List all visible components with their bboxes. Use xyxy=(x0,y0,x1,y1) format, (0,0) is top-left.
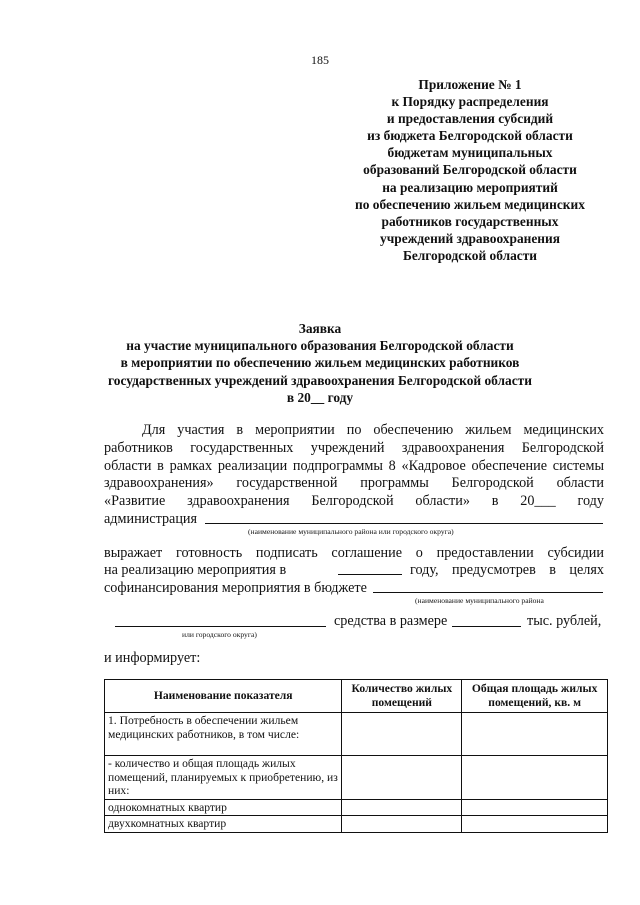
body-line: Для участия в мероприятии по обеспечению жильем медицинских xyxy=(142,422,604,438)
table-row xyxy=(105,799,608,816)
body-line: администрация xyxy=(104,511,198,527)
appendix-line: и предоставления субсидий xyxy=(386,111,554,127)
page-number: 185 xyxy=(311,53,329,67)
table-cell[interactable] xyxy=(462,713,608,756)
field-caption: (наименование муниципального района xyxy=(415,596,544,605)
field-caption: (наименование муниципального района или городского округа) xyxy=(248,527,454,536)
appendix-line: учреждений здравоохранения xyxy=(380,230,560,246)
header-indicator-name: Наименование показателя xyxy=(105,680,342,713)
body-line: выражает готовность подписать соглашение о предоставлении субсидии xyxy=(104,545,604,561)
body-line: на реализацию мероприятия в xyxy=(104,562,287,578)
body-line: средства в размере xyxy=(334,613,448,629)
year-field[interactable] xyxy=(338,574,402,575)
appendix-line: из бюджета Белгородской области xyxy=(367,128,573,144)
amount-field[interactable] xyxy=(452,626,521,627)
header-housing-area: Общая площадь жилых помещений, кв. м xyxy=(462,680,608,713)
table-cell[interactable] xyxy=(462,799,608,816)
table-row xyxy=(105,713,608,756)
header-housing-count: Количество жилых помещений xyxy=(342,680,462,713)
appendix-line: по обеспечению жильем медицинских xyxy=(355,196,585,212)
title-line: Заявка xyxy=(298,321,342,336)
table-row xyxy=(105,816,608,833)
body-line: «Развитие здравоохранения Белгородской области» в 20___ году xyxy=(104,493,604,509)
body-line: софинансирования мероприятия в бюджете xyxy=(104,580,367,596)
title-line: в мероприятии по обеспечению жильем медицинских работников xyxy=(120,355,520,371)
body-line: области в рамках реализации подпрограммы 8 «Кадровое обеспечение системы xyxy=(104,458,604,474)
appendix-header xyxy=(300,76,640,264)
appendix-line: Белгородской области xyxy=(402,247,538,263)
appendix-line: бюджетам муниципальных xyxy=(387,145,553,161)
table-row xyxy=(105,756,608,800)
budget-name-continuation-field[interactable] xyxy=(115,626,326,627)
table-cell[interactable] xyxy=(342,816,462,833)
indicators-table xyxy=(104,679,608,833)
body-line: тыс. рублей, xyxy=(527,613,602,629)
appendix-line: работников государственных xyxy=(381,213,559,229)
title-line: в 20__ году xyxy=(286,389,354,405)
appendix-line: на реализацию мероприятий xyxy=(382,179,558,195)
body-line: и информирует: xyxy=(104,650,201,666)
table-cell[interactable] xyxy=(342,756,462,800)
table-cell: двухкомнатных квартир xyxy=(105,816,342,833)
table-cell: однокомнатных квартир xyxy=(105,799,342,816)
body-line: году, предусмотрев в целях xyxy=(410,562,604,578)
title-line: на участие муниципального образования Белгородской области xyxy=(126,338,514,354)
body-line: работников государственных учреждений здравоохранения Белгородской xyxy=(104,440,604,456)
table-cell[interactable] xyxy=(342,799,462,816)
table-header-row xyxy=(105,680,608,713)
table-cell: 1. Потребность в обеспечении жильем медицинских работников, в том числе: xyxy=(105,713,342,756)
appendix-line: образований Белгородской области xyxy=(363,162,577,178)
appendix-line: к Порядку распределения xyxy=(391,94,549,110)
table-cell: - количество и общая площадь жилых помещений, планируемых к приобретению, из них: xyxy=(105,756,342,800)
appendix-line: Приложение № 1 xyxy=(418,77,522,92)
budget-name-field[interactable] xyxy=(373,592,603,593)
field-caption: или городского округа) xyxy=(182,630,257,639)
body-line: здравоохранения» государственной программы Белгородской области xyxy=(104,475,604,491)
table-cell[interactable] xyxy=(462,756,608,800)
municipality-name-field[interactable] xyxy=(205,523,603,524)
application-title xyxy=(60,320,580,406)
table-cell[interactable] xyxy=(342,713,462,756)
table-cell[interactable] xyxy=(462,816,608,833)
title-line: государственных учреждений здравоохранения Белгородской области xyxy=(108,372,532,388)
